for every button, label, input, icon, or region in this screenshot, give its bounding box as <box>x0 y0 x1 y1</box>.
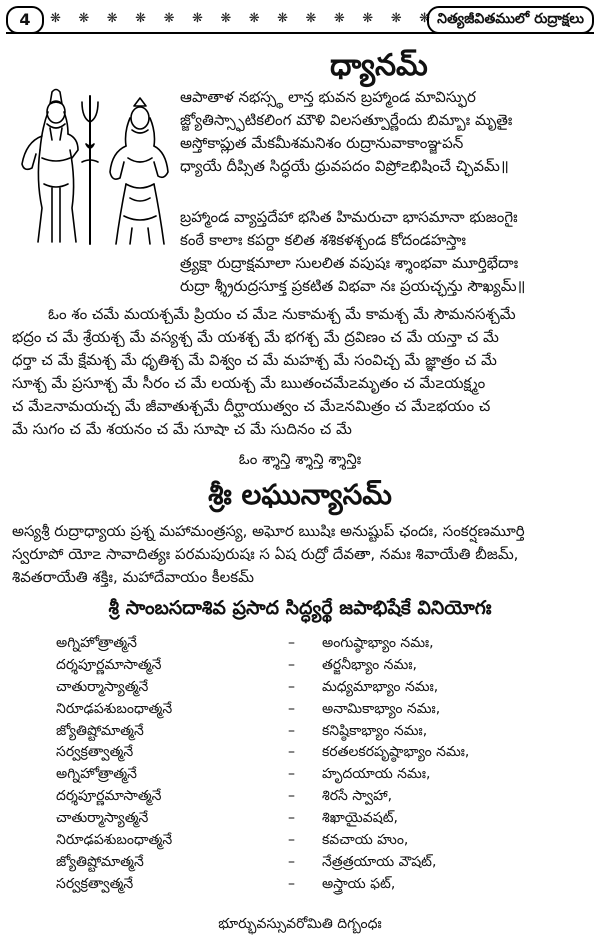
nyasa-row <box>56 699 596 721</box>
nyasa-table <box>56 633 596 896</box>
nyasa-lhs: దర్శపూర్ణమాసాత్మనే <box>56 788 162 805</box>
passage-line: చ మే౽నామయచ్చ మే జీవాతుశ్చమే దీర్ఘాయుత్వం చ మే౽నమిత్రం చ మే౽భయం చ <box>12 397 491 415</box>
ornament-band <box>50 11 430 27</box>
nyasa-row <box>56 721 596 743</box>
nyasa-rhs: కనిష్ఠికాభ్యాం నమః, <box>322 722 428 739</box>
nyasa-row <box>56 764 596 786</box>
nyasa-dash: – <box>288 744 295 761</box>
flower-ornament-icon: ❋ <box>50 11 61 26</box>
nyasa-lhs: చాతుర్మాస్యాత్మనే <box>56 810 149 827</box>
nyasa-dash: – <box>288 700 295 717</box>
nyasa-rhs: తర్జనీభ్యాం నమః, <box>322 656 417 673</box>
nyasa-rhs: అంగుష్ఠాభ్యాం నమః, <box>322 635 434 651</box>
flower-ornament-icon: ❋ <box>362 11 374 26</box>
flower-ornament-icon: ❋ <box>419 11 430 26</box>
nyasa-dash: – <box>288 656 295 673</box>
nyasa-dash: – <box>288 810 295 827</box>
nyasa-lhs: అగ్నిహోత్రాత్మనే <box>56 766 137 783</box>
nyasa-row <box>56 874 596 896</box>
nyasa-rhs: అస్త్రాయ ఫట్, <box>322 875 396 892</box>
nyasa-rhs: హృదయాయ నమః, <box>322 766 431 783</box>
intro-line: స్వరూపో యో౽ సావాదిత్యః పరమపురుషః స ఏష రుద్రో దేవతా, నమః శివాయేతి బీజమ్, <box>12 545 519 563</box>
nyasa-lhs: జ్యోతిష్టోమాత్మనే <box>56 853 144 870</box>
flower-ornament-icon: ❋ <box>78 11 90 26</box>
page-number: 4 <box>6 6 44 34</box>
flower-ornament-icon: ❋ <box>333 11 345 26</box>
passage-line: ఓం శం చమే మయశ్చమే ప్రియం చ మే౽ నుకామశ్చ మే కామశ్చ మే సౌమనసశ్చమే <box>48 305 516 323</box>
flower-ornament-icon: ❋ <box>135 11 147 26</box>
dhyanam-verse-1 <box>180 86 592 178</box>
intro-line: శివతరాయేతి శక్తిః, మహాదేవాయం కీలకమ్ <box>12 568 254 586</box>
nyasa-dash: – <box>288 678 295 695</box>
parvati-crown-icon <box>134 98 146 106</box>
digbandha-line: భూర్భువస్సువరోమితి దిగ్బంధః <box>218 916 382 932</box>
viniyoga-heading: శ్రీ సాంబసదాశివ ప్రసాద సిద్ధ్యర్థే జపాభిషేకే వినియోగః <box>108 597 492 619</box>
nyasa-row <box>56 655 596 677</box>
verse-line: అస్తోకాప్లుత మేకమీశమనిశం రుద్రానువాకాంఞ్జపన్ <box>180 134 464 152</box>
intro-line: అస్యశ్రీ రుద్రాధ్యాయ ప్రశ్న మహామంత్రస్య, అఘోర ఋషిః అనుష్టుప్ ఛందః, సంకర్షణమూర్తి <box>12 522 525 540</box>
flower-ornament-icon: ❋ <box>106 11 118 26</box>
flower-ornament-icon: ❋ <box>277 11 289 26</box>
verse-line: కంఠే కాలాః కపర్దా కలిత శశికళశ్చండ కోదండహస్తాః <box>180 231 466 249</box>
nyasa-lhs: నిరూఢపశుబంధాత్మనే <box>56 832 173 849</box>
nyasa-rhs: కరతలకరపృష్ఠాభ్యాం నమః, <box>322 744 470 761</box>
nyasa-dash: – <box>288 766 295 783</box>
dhyanam-verse-2 <box>180 206 594 298</box>
nyasa-rhs: శిరసే స్వాహా, <box>322 788 393 805</box>
nyasa-rhs: నేత్రత్రయాయ వౌషట్, <box>322 853 437 870</box>
nyasa-lhs: నిరూఢపశుబంధాత్మనే <box>56 700 173 717</box>
laghunyasam-intro <box>12 520 594 589</box>
nyasa-dash: – <box>288 722 295 739</box>
section-title-laghunyasam: శ్రీః లఘున్యాసమ్ <box>208 478 392 511</box>
verse-line: ఆపాతాళ నభస్స్థ లాన్త భువన బ్రహ్మాండ మావిస్ఫుర <box>180 88 476 106</box>
verse-line: బ్రహ్మాండ వ్యాప్తదేహా భసిత హిమరుచా భాసమానా భుజంగైః <box>180 208 518 226</box>
shanti-line: ఓం శ్శాన్తి శ్శాన్తి శ్శాన్తిః <box>238 450 362 468</box>
chamakam-passage <box>12 303 594 441</box>
verse-line: జ్జ్యోతిస్స్ఫాటికలింగ మౌళి విలసత్పూర్ణేందు బిమ్బాః మృతైః <box>180 111 513 129</box>
passage-line: మే సుగం చ మే శయనం చ మే సూషా చ మే సుదినం చ మే <box>12 420 352 438</box>
flower-ornament-icon: ❋ <box>248 11 260 26</box>
shiva-parvati-illustration <box>12 88 174 246</box>
nyasa-rhs: కవచాయ హుం, <box>322 832 409 849</box>
passage-line: సూశ్చ మే ప్రసూశ్చ మే సీరం చ మే లయశ్చ మే ఋతంచమే౽మృతం చ మే౽యక్ష్మం <box>12 374 486 392</box>
verse-line: ధ్యాయే దీప్సిత సిద్ధయే ధ్రువపదం విప్రో౽భిషించే చ్ఛివమ్॥ <box>180 157 509 175</box>
nyasa-lhs: సర్వక్రత్వాత్మనే <box>56 875 134 892</box>
passage-line: ధర్తా చ మే క్షేమశ్చ మే ధృతిశ్చ మే విశ్వం చ మే మహశ్చ మే సంవిచ్చ మే జ్ఞాత్రం చ మే <box>12 351 497 369</box>
verse-line: రుద్రా శ్శ్రీరుద్రసూక్త ప్రకటిత విభవా నః ప్రయచ్ఛన్తు సౌఖ్యమ్॥ <box>180 277 526 295</box>
section-title-dhyanam: ధ్యానమ్ <box>330 48 428 83</box>
nyasa-dash: – <box>288 853 295 870</box>
flower-ornament-icon: ❋ <box>191 11 203 26</box>
nyasa-row <box>56 677 596 699</box>
nyasa-row <box>56 786 596 808</box>
nyasa-rhs: అనామికాభ్యాం నమః, <box>322 700 441 717</box>
nyasa-row <box>56 633 596 655</box>
flower-ornament-icon: ❋ <box>305 11 317 26</box>
nyasa-rhs: మధ్యమాభ్యాం నమః, <box>322 678 439 695</box>
nyasa-rhs: శిఖాయైవషట్, <box>322 810 398 827</box>
nyasa-row <box>56 742 596 764</box>
nyasa-row <box>56 852 596 874</box>
nyasa-row <box>56 808 596 830</box>
verse-line: త్ర్యక్షా రుద్రాక్షమాలా సులలిత వపుషః శ్శాంభవా మూర్తిభేదాః <box>180 254 519 272</box>
flower-ornament-icon: ❋ <box>390 11 402 26</box>
flower-ornament-icon: ❋ <box>220 11 232 26</box>
passage-line: భద్రం చ మే శ్రేయశ్చ మే వస్యశ్చ మే యశశ్చ మే భగశ్చ మే ద్రవిణం చ మే యన్తా చ మే <box>12 328 499 346</box>
nyasa-lhs: దర్శపూర్ణమాసాత్మనే <box>56 656 162 673</box>
nyasa-lhs: అగ్నిహోత్రాత్మనే <box>56 635 137 651</box>
nyasa-dash: – <box>288 875 295 892</box>
nyasa-dash: – <box>288 635 295 651</box>
running-head: నిత్యజీవితములో రుద్రాక్షలు <box>427 6 594 34</box>
page-header <box>6 6 594 34</box>
nyasa-lhs: సర్వక్రత్వాత్మనే <box>56 744 134 761</box>
flower-ornament-icon: ❋ <box>163 11 175 26</box>
nyasa-lhs: చాతుర్మాస్యాత్మనే <box>56 678 149 695</box>
nyasa-row <box>56 830 596 852</box>
nyasa-dash: – <box>288 832 295 849</box>
nyasa-lhs: జ్యోతిష్టోమాత్మనే <box>56 722 144 739</box>
nyasa-dash: – <box>288 788 295 805</box>
